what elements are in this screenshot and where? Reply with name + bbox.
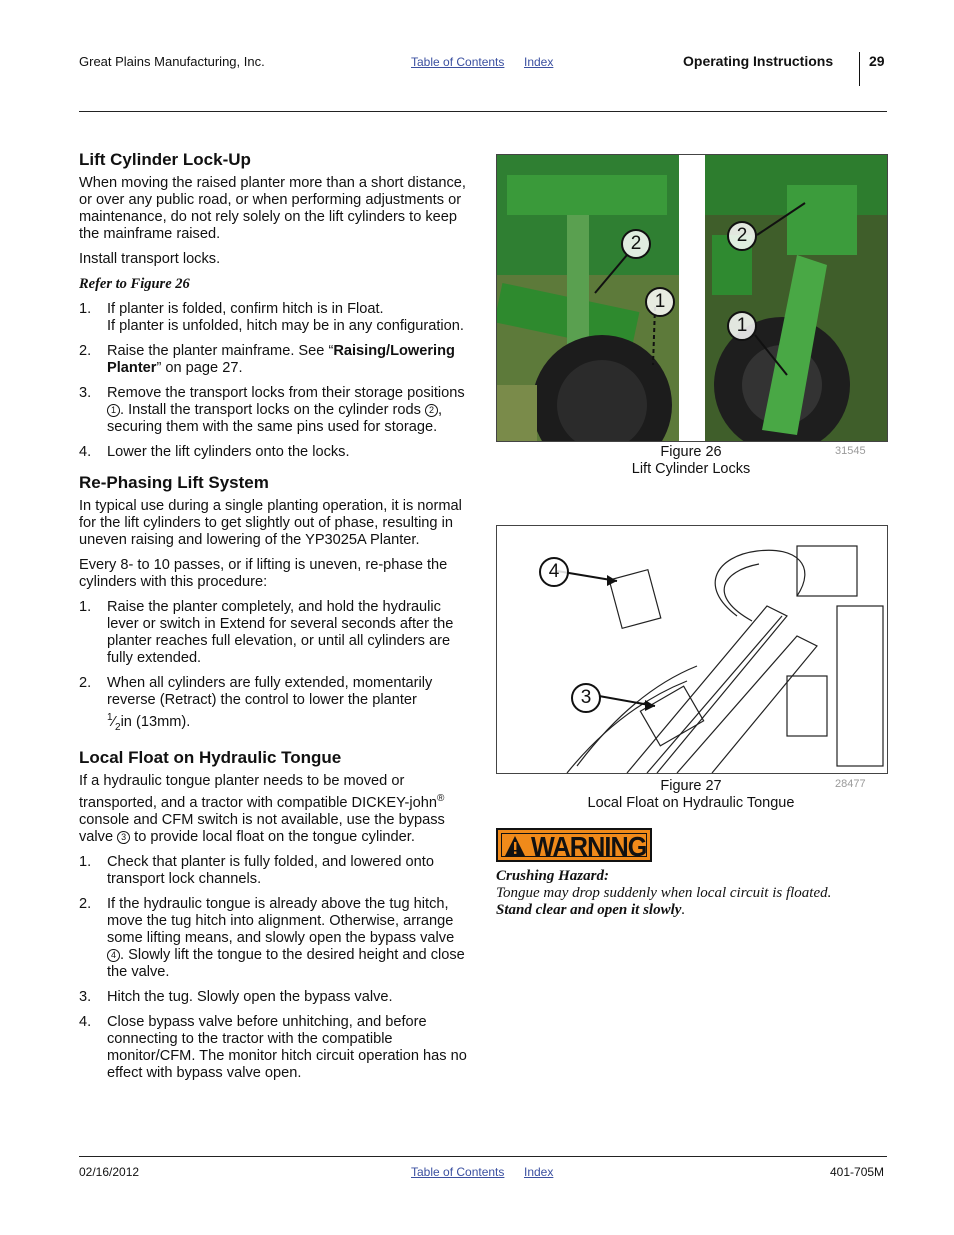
header-section: Operating Instructions	[683, 53, 834, 69]
list-item: 1. If planter is folded, confirm hitch is in Float. If planter is unfolded, hitch may be in any configuration.	[79, 301, 464, 334]
fig27-callout-4: 4	[539, 557, 569, 587]
local-float-steps	[79, 854, 471, 1082]
figure-27-number: 28477	[835, 778, 866, 790]
fig26-callout-2-right: 2	[727, 221, 757, 251]
fig26-callout-1-left: 1	[645, 287, 675, 317]
refer-figure-26: Refer to Figure 26	[79, 276, 190, 292]
warning-text	[496, 868, 886, 919]
local-float-intro: If a hydraulic tongue planter needs to be moved or transported, and a tractor with compatible DICKEY-john® console and CFM switch is not available, use the bypass valve 3 to provide local float on the tongue cylinder.	[79, 772, 445, 845]
rephasing-heading: Re-Phasing Lift System	[79, 473, 269, 492]
header-toc-link[interactable]: Table of Contents	[411, 55, 505, 69]
footer-date: 02/16/2012	[79, 1165, 140, 1179]
callout-ref-4: 4	[107, 949, 120, 962]
warning-triangle-icon	[504, 835, 526, 857]
list-item: 1. Raise the planter completely, and hold the hydraulic lever or switch in Extend for several seconds after the planter reaches full elevation, or until all cylinders are fully extended.	[79, 599, 454, 666]
warning-label: WARNING	[531, 831, 647, 862]
list-item: 3. Remove the transport locks from their storage positions 1 . Install the transport locks on the cylinder rods 2 , securing them with the same pins used for storage.	[79, 385, 465, 435]
rephasing-p1: In typical use during a single planting operation, it is normal for the lift cylinders to get slightly out of phase, resulting in uneven raising and lowering of the YP3025A Planter.	[79, 498, 462, 548]
header-divider	[859, 52, 860, 86]
lift-cylinder-photo-illustration	[497, 155, 887, 441]
header-index-link[interactable]: Index	[524, 55, 554, 69]
footer-doc-number: 401-705M	[830, 1165, 885, 1179]
figure-27-caption: Figure 27 Local Float on Hydraulic Tongue	[587, 778, 795, 811]
warning-hazard: Crushing Hazard:	[496, 868, 609, 884]
warning-instruction: Stand clear and open it slowly.	[496, 902, 686, 918]
rephasing-steps	[79, 599, 471, 736]
list-item: 4. Lower the lift cylinders onto the locks.	[79, 444, 350, 460]
lift-lockup-heading: Lift Cylinder Lock-Up	[79, 150, 251, 169]
callout-ref-1: 1	[107, 404, 120, 417]
header-company: Great Plains Manufacturing, Inc.	[79, 54, 265, 69]
list-item: 4. Close bypass valve before unhitching, and before connecting to the tractor with the compatible monitor/CFM. The monitor hitch circuit operation has no effect with bypass valve open.	[79, 1013, 467, 1081]
fig26-callout-2-left: 2	[621, 229, 651, 259]
footer-toc-link[interactable]: Table of Contents	[411, 1165, 505, 1179]
figure-26-photo	[496, 154, 888, 442]
list-item: 2. When all cylinders are fully extended, momentarily reverse (Retract) the control to lower the planter $^1⁄_2in$ (13mm).	[79, 675, 433, 733]
lift-lockup-intro: When moving the raised planter more than a short distance, or over any public road, or when performing adjustments or maintenance, do not rely solely on the lift cylinders to keep the mainframe raised.	[79, 175, 466, 242]
figure-26-caption: Figure 26 Lift Cylinder Locks	[631, 444, 751, 477]
rephasing-p2: Every 8- to 10 passes, or if lifting is uneven, re-phase the cylinders with this procedure:	[79, 557, 448, 590]
callout-ref-2: 2	[425, 404, 438, 417]
footer-index-link[interactable]: Index	[524, 1165, 554, 1179]
callout-ref-3: 3	[117, 831, 130, 844]
list-item: 2. If the hydraulic tongue is already above the tug hitch, move the tug hitch into alignment. Otherwise, arrange some lifting means, and slowly open the bypass valve 4 . Slowly lift the tongue to the desired height and close the valve.	[79, 895, 465, 980]
figure-27-drawing	[496, 525, 888, 774]
local-float-heading: Local Float on Hydraulic Tongue	[79, 747, 342, 767]
list-item: 3. Hitch the tug. Slowly open the bypass valve.	[79, 988, 393, 1005]
page-number: 29	[869, 53, 885, 69]
fig27-callout-3: 3	[571, 683, 601, 713]
footer-rule	[79, 1156, 887, 1157]
list-item: 2. Raise the planter mainframe. See “Raising/Lowering Planter” on page 27.	[79, 343, 455, 376]
left-column	[79, 150, 471, 1090]
list-item: 1. Check that planter is fully folded, and lowered onto transport lock channels.	[79, 853, 434, 887]
warning-badge	[496, 828, 652, 862]
lift-lockup-steps	[79, 301, 471, 461]
warning-description: Tongue may drop suddenly when local circuit is floated.	[496, 885, 832, 901]
fig26-callout-1-right: 1	[727, 311, 757, 341]
header-rule	[79, 111, 887, 112]
figure-26-number: 31545	[835, 445, 866, 457]
lift-lockup-install: Install transport locks.	[79, 251, 221, 267]
